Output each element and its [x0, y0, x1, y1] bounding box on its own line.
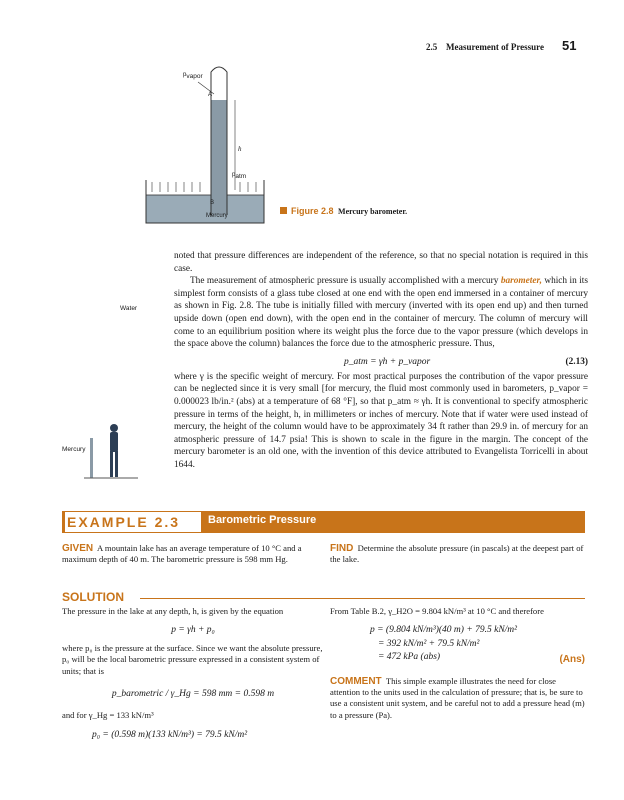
example-title: EXAMPLE 2.3 — [64, 511, 202, 533]
p-atm-label: $p_{atm}$ — [232, 172, 247, 181]
solution-heading: SOLUTION — [62, 590, 124, 604]
person-silhouette — [110, 424, 118, 477]
mercury-label: Mercury — [206, 213, 228, 219]
margin-mercury-label: Mercury — [62, 446, 86, 453]
water-vs-mercury-figure — [80, 220, 140, 482]
given-block: GIVEN A mountain lake has an average temperature of 10 °C and a maximum depth of 40 m. The barometric pressure is 598 mm Hg. — [62, 543, 302, 565]
figure-caption: Figure 2.8 Mercury barometer. — [280, 206, 407, 216]
equation-4a: p = (9.804 kN/m³)(40 m) + 79.5 kN/m² — [370, 625, 518, 636]
solution-right — [330, 606, 585, 721]
point-b-label: B — [210, 200, 215, 206]
point-a-label: A — [208, 92, 213, 98]
example-subtitle: Barometric Pressure — [208, 514, 317, 526]
equation-1: p = γh + p₀ — [171, 625, 215, 636]
barometer-term: barometer, — [500, 276, 542, 287]
answer-tag: (Ans) — [559, 654, 585, 666]
pressure-arrows — [152, 182, 256, 192]
solution-rule — [140, 598, 585, 599]
mercury-column — [211, 100, 227, 215]
running-title: Measurement of Pressure — [446, 42, 544, 52]
comment-block: COMMENT This simple example illustrates the need for close attention to the units used in the calculation of pressure; that is, be sure to use a consistent unit system, and be careful not to add a pressure head (m) to a pressure (Pa). — [330, 675, 585, 720]
solution-step-2: where p₀ is the pressure at the surface. Since we want the absolute pressure, p₀ will be the local barometric pressure expressed in a consistent system of units; that is — [62, 642, 323, 676]
p-vapor-label: $p_{vapor}$ — [183, 72, 203, 81]
solution-left — [62, 606, 324, 741]
find-block: FIND Determine the absolute pressure (in pascals) at the deepest part of the lake. — [330, 543, 584, 565]
water-label: Water — [120, 305, 138, 312]
equation-number: (2.13) — [565, 356, 588, 367]
page-number: 51 — [562, 38, 577, 53]
solution-step-1: The pressure in the lake at any depth, h, is given by the equation — [62, 606, 284, 616]
paragraph-1: noted that pressure differences are independent of the reference, so that no special notation is required in this case. — [174, 251, 588, 274]
barometer-figure — [130, 60, 280, 225]
section-number: 2.5 — [426, 42, 438, 52]
height-label: h — [238, 145, 242, 153]
table-reference: From Table B.2, γ_H2O = 9.804 kN/m³ at 10 °C and therefore — [330, 606, 544, 616]
caption-bullet-icon — [280, 207, 287, 214]
mercury-column-small — [90, 438, 93, 478]
equation-2-13: p_atm = γh + p_vapor (2.13) — [344, 356, 588, 367]
body-text — [174, 250, 588, 472]
answer-line — [330, 652, 585, 666]
equation-4c: = 472 kPa (abs) — [378, 652, 441, 663]
paragraph-2: The measurement of atmospheric pressure is usually accomplished with a mercury barometer, which in its simplest form consists of a glass tube closed at one end with the open end immersed in a container of mercury as shown in Fig. 2.8. The tube is initially filled with mercury (inverted with its open end up) and then turned upside down (open end down), with the open end in the container of mercury. The column of mercury will come to an equilibrium position where its weight plus the force due to the vapor pressure (which develops in the space above the column) balances the force due to the atmospheric pressure. Thus, — [174, 276, 588, 350]
solution-step-3: and for γ_Hg = 133 kN/m³ — [62, 710, 154, 721]
equation-4b: = 392 kN/m² + 79.5 kN/m² — [378, 638, 480, 649]
paragraph-3: where γ is the specific weight of mercury. For most practical purposes the contribution of the vapor pressure can be neglected since it is very small [for mercury, the fluid most commonly used in barometers, p_vapor = 0.000023 lb/in.² (abs) at a temperature of 68 °F], so that p_atm ≈ γh. It is conventional to specify atmospheric pressure in terms of the height, h, in millimeters or inches of mercury. Note that if water were used instead of mercury, the height of the column would have to be approximately 34 ft rather than 29.9 in. of mercury for an atmospheric pressure of 14.7 psia! This is shown to scale in the figure in the margin. The concept of the mercury barometer is an old one, with the invention of this device attributed to Evangelista Torricelli in about 1644. — [174, 371, 588, 470]
equation-2: p_barometric / γ_Hg = 598 mm = 0.598 m — [111, 689, 275, 700]
equation-3: p₀ = (0.598 m)(133 kN/m³) = 79.5 kN/m² — [92, 729, 248, 740]
mercury-reservoir — [146, 195, 264, 223]
